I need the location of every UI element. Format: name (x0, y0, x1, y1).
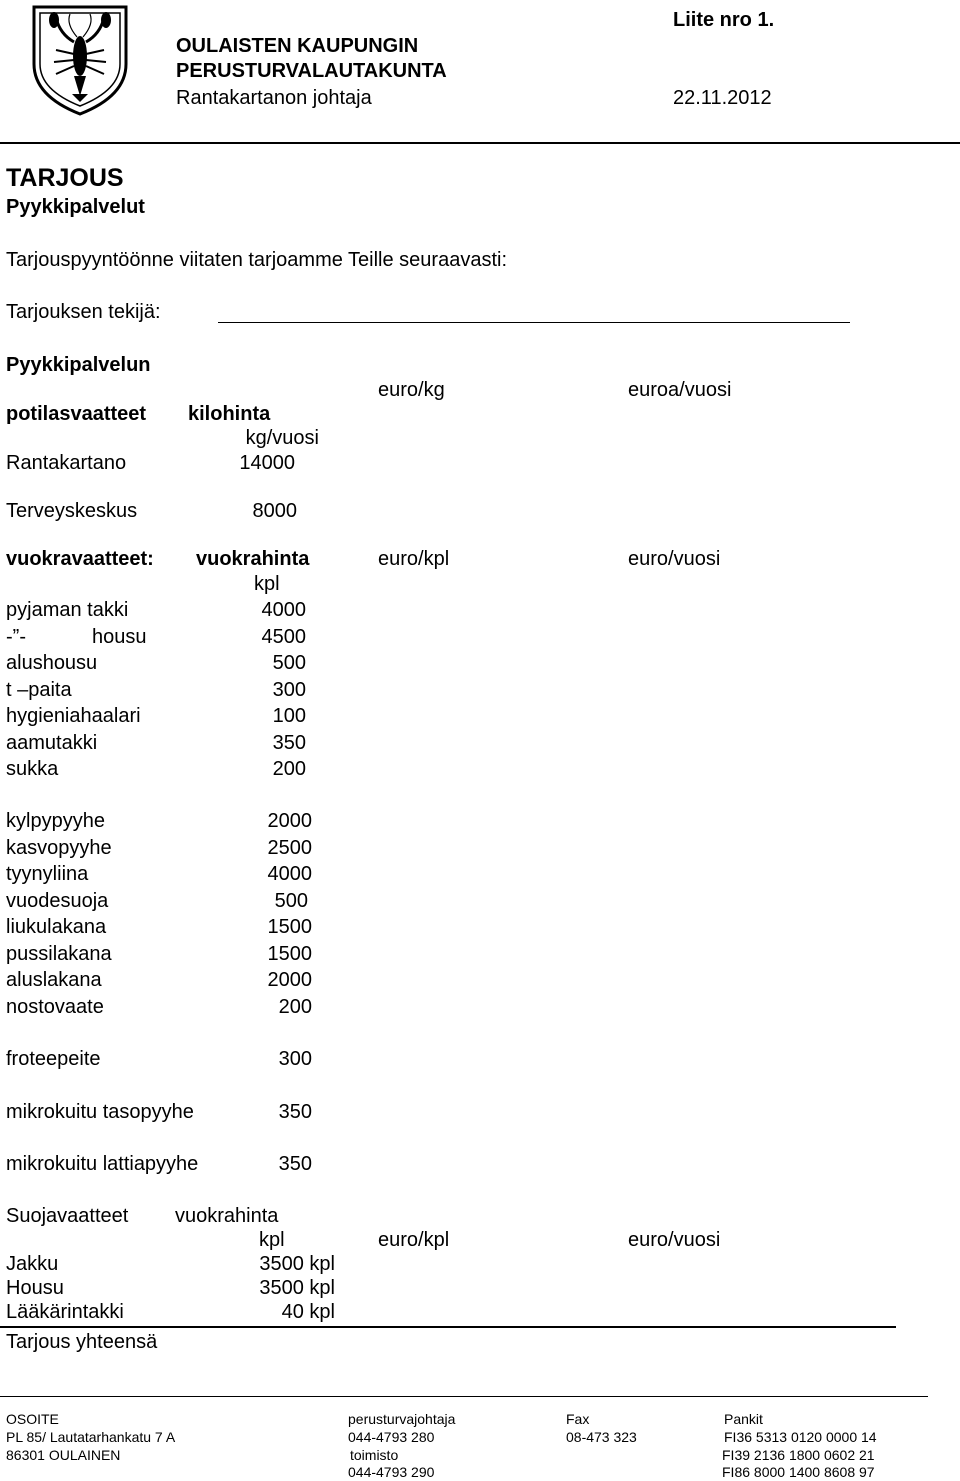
footer-contact-phone: 044-4793 280 (348, 1429, 435, 1445)
offer-total-label: Tarjous yhteensä (6, 1331, 158, 1353)
footer-address-street: PL 85/ Lautatarhankatu 7 A (6, 1429, 176, 1445)
col-kilohinta: kilohinta (188, 403, 271, 425)
protective-item-qty: 3500 kpl (259, 1277, 335, 1299)
item-name: aluslakana (6, 969, 102, 991)
col-vuokrahinta: vuokrahinta (196, 548, 310, 570)
item-name-2: housu (92, 626, 147, 648)
item-name: hygieniahaalari (6, 705, 141, 727)
col-euro-vuosi: euro/vuosi (628, 548, 721, 570)
item-qty: 350 (272, 732, 306, 754)
item-qty: 300 (272, 679, 306, 701)
item-name: pussilakana (6, 943, 112, 965)
item-qty: 200 (278, 996, 312, 1018)
footer-banks-label: Pankit (724, 1411, 763, 1427)
protective-item-qty: 3500 kpl (259, 1253, 335, 1275)
row-qty: 14000 (239, 452, 295, 474)
item-qty: 200 (272, 758, 306, 780)
header-divider (0, 142, 960, 144)
protective-item-name: Jakku (6, 1253, 59, 1275)
total-divider (0, 1326, 896, 1328)
item-name: liukulakana (6, 916, 107, 938)
item-qty: 100 (272, 705, 306, 727)
item-name: sukka (6, 758, 59, 780)
footer-fax-number: 08-473 323 (566, 1429, 637, 1445)
org-name-line1: OULAISTEN KAUPUNGIN (176, 35, 419, 57)
footer-office-label: toimisto (350, 1447, 399, 1463)
item-qty: 2000 (267, 810, 312, 832)
section3-heading: Suojavaatteet (6, 1205, 129, 1227)
row-name: Terveyskeskus (6, 500, 138, 522)
col-euro-kg: euro/kg (378, 379, 445, 401)
org-name-line2: PERUSTURVALAUTAKUNTA (176, 60, 447, 82)
item-name: tyynyliina (6, 863, 89, 885)
protective-item-name: Lääkärintakki (6, 1301, 124, 1323)
col-euroa-vuosi: euroa/vuosi (628, 379, 732, 401)
item-name: mikrokuitu lattiapyyhe (6, 1153, 199, 1175)
offer-maker-label: Tarjouksen tekijä: (6, 301, 161, 323)
section1-heading-line1: Pyykkipalvelun (6, 354, 151, 376)
item-qty: 4500 (261, 626, 306, 648)
item-name: kylpypyyhe (6, 810, 105, 832)
col-kg-vuosi: kg/vuosi (245, 427, 319, 449)
item-qty: 300 (278, 1048, 312, 1070)
footer-contact-title: perusturvajohtaja (348, 1411, 456, 1427)
col-kpl-2: kpl (259, 1229, 285, 1251)
section2-heading: vuokravaatteet: (6, 548, 154, 570)
item-name: t –paita (6, 679, 72, 701)
protective-item-name: Housu (6, 1277, 64, 1299)
item-qty: 350 (278, 1153, 312, 1175)
item-qty: 2500 (267, 837, 312, 859)
protective-item-qty: 40 kpl (281, 1301, 335, 1323)
sender-title: Rantakartanon johtaja (176, 87, 372, 109)
document-title: TARJOUS (6, 164, 124, 192)
footer-bank-account: FI36 5313 0120 0000 14 (724, 1429, 877, 1445)
col-euro-kpl: euro/kpl (378, 548, 450, 570)
item-qty: 2000 (267, 969, 312, 991)
item-name: alushousu (6, 652, 98, 674)
item-name: kasvopyyhe (6, 837, 112, 859)
offer-maker-line (218, 322, 850, 323)
item-qty: 500 (274, 890, 308, 912)
col-kpl: kpl (254, 573, 280, 595)
item-qty: 1500 (267, 916, 312, 938)
intro-text: Tarjouspyyntöönne viitaten tarjoamme Teille seuraavasti: (6, 249, 508, 271)
item-qty: 4000 (267, 863, 312, 885)
item-qty: 500 (272, 652, 306, 674)
document-subtitle: Pyykkipalvelut (6, 196, 145, 218)
row-name: Rantakartano (6, 452, 127, 474)
footer-divider (0, 1396, 928, 1397)
col-vuokrahinta-2: vuokrahinta (175, 1205, 279, 1227)
attachment-number: Liite nro 1. (673, 9, 775, 31)
footer-bank-account: FI86 8000 1400 8608 97 (722, 1464, 875, 1480)
footer-address-city: 86301 OULAINEN (6, 1447, 121, 1463)
col-euro-kpl-2: euro/kpl (378, 1229, 450, 1251)
footer-fax-label: Fax (566, 1411, 590, 1427)
section1-heading-line2: potilasvaatteet (6, 403, 147, 425)
item-qty: 4000 (261, 599, 306, 621)
item-name: pyjaman takki (6, 599, 129, 621)
item-name: nostovaate (6, 996, 104, 1018)
item-name: mikrokuitu tasopyyhe (6, 1101, 194, 1123)
item-qty: 1500 (267, 943, 312, 965)
item-qty: 350 (278, 1101, 312, 1123)
col-euro-vuosi-2: euro/vuosi (628, 1229, 721, 1251)
item-name: aamutakki (6, 732, 98, 754)
footer-office-phone: 044-4793 290 (348, 1464, 435, 1480)
footer-address-label: OSOITE (6, 1411, 59, 1427)
item-name: vuodesuoja (6, 890, 109, 912)
footer-bank-account: FI39 2136 1800 0602 21 (722, 1447, 875, 1463)
item-name: froteepeite (6, 1048, 101, 1070)
document-date: 22.11.2012 (673, 87, 772, 109)
item-name: -”- (6, 626, 26, 648)
row-qty: 8000 (252, 500, 297, 522)
coat-of-arms-logo (30, 4, 130, 118)
